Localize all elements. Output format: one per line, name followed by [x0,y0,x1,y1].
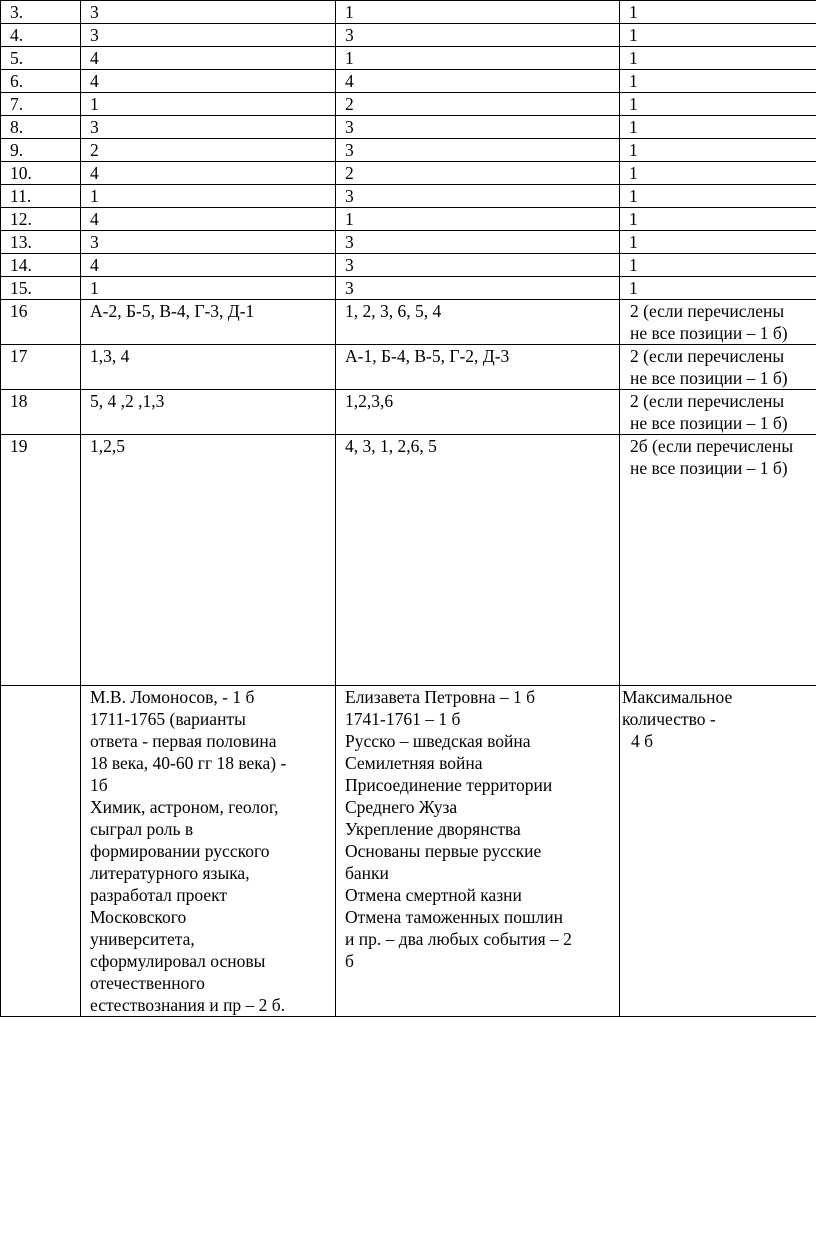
table-row-18 [1,390,816,435]
answer-variant-1: 1 [81,185,336,208]
score [620,390,816,435]
text-line: сыграл роль в [90,819,194,839]
score: 1 [620,277,816,300]
answer-variant-1: 4 [81,162,336,185]
answer-variant-2: 1 [336,1,620,24]
task-number: 10. [1,162,81,185]
text-line: М.В. Ломоносов, - 1 б [90,687,255,707]
answer-variant-2: 3 [336,185,620,208]
answer-variant-1: 4 [81,208,336,231]
text-line: Елизавета Петровна – 1 б [345,687,536,707]
table-row-17 [1,345,816,390]
score-line-1: 2 (если перечислены [630,346,785,366]
score: 1 [620,47,816,70]
task-number: 12. [1,208,81,231]
task-number: 19 [1,435,81,686]
task-number: 4. [1,24,81,47]
text-line: университета, [90,929,195,949]
task-number: 6. [1,70,81,93]
task-number: 17 [1,345,81,390]
text-line: отечественного [90,973,205,993]
text-line: ответа - первая половина [90,731,277,751]
answer-variant-1: А-2, Б-5, В-4, Г-3, Д-1 [81,300,336,345]
text-line: банки [345,863,389,883]
table-row-essay [1,686,816,1017]
answer-variant-2: 2 [336,93,620,116]
text-line: Семилетняя война [345,753,483,773]
answer-variant-1: 5, 4 ,2 ,1,3 [81,390,336,435]
table-row [1,93,816,116]
task-number: 18 [1,390,81,435]
table-row [1,70,816,93]
score-line-2: не все позиции – 1 б) [630,323,788,343]
max-score-line-2: количество - [622,709,716,729]
score: 1 [620,139,816,162]
task-number [1,686,81,1017]
text-line: формировании русского [90,841,270,861]
score: 1 [620,93,816,116]
task-number: 5. [1,47,81,70]
answer-elizabeth [336,686,620,1017]
task-number: 13. [1,231,81,254]
task-number: 7. [1,93,81,116]
text-line: Присоединение территории [345,775,553,795]
score [620,345,816,390]
task-number: 16 [1,300,81,345]
max-score-line-1: Максимальное [622,687,733,707]
score: 1 [620,70,816,93]
text-line: Отмена смертной казни [345,885,522,905]
text-line: 1741-1761 – 1 б [345,709,461,729]
task-number: 8. [1,116,81,139]
text-line: Русско – шведская война [345,731,531,751]
table-row-16 [1,300,816,345]
task-number: 11. [1,185,81,208]
table-row-19 [1,435,816,686]
text-line: Московского [90,907,187,927]
table-row [1,231,816,254]
text-line: 1711-1765 (варианты [90,709,246,729]
answer-variant-1: 3 [81,231,336,254]
answer-variant-1: 4 [81,254,336,277]
text-line: Основаны первые русские [345,841,542,861]
answer-variant-2: 1 [336,208,620,231]
task-number: 15. [1,277,81,300]
table-row [1,47,816,70]
answer-variant-2: 3 [336,116,620,139]
table-row [1,277,816,300]
answer-variant-2: 3 [336,231,620,254]
score-line-1: 2 (если перечислены [630,301,785,321]
answer-variant-2: 3 [336,24,620,47]
score-line-1: 2б (если перечислены [630,436,794,456]
text-line: и пр. – два любых события – 2 [345,929,572,949]
task-number: 9. [1,139,81,162]
answer-variant-2: 3 [336,277,620,300]
answer-variant-1: 1 [81,277,336,300]
table-row [1,116,816,139]
score-line-1: 2 (если перечислены [630,391,785,411]
score [620,435,816,686]
max-score [620,686,816,1017]
answer-variant-1: 3 [81,116,336,139]
answer-variant-1: 4 [81,70,336,93]
answer-variant-1: 1 [81,93,336,116]
score: 1 [620,208,816,231]
answer-variant-2: 2 [336,162,620,185]
score: 1 [620,162,816,185]
answer-variant-2: 3 [336,254,620,277]
table-row [1,254,816,277]
task-number: 3. [1,1,81,24]
table-row [1,162,816,185]
text-line: литературного языка, [90,863,250,883]
score: 1 [620,116,816,139]
text-line: Укрепление дворянства [345,819,521,839]
text-line: 1б [90,775,108,795]
answer-variant-2: А-1, Б-4, В-5, Г-2, Д-3 [336,345,620,390]
table-row [1,185,816,208]
text-line: 18 века, 40-60 гг 18 века) - [90,753,287,773]
answer-variant-2: 1, 2, 3, 6, 5, 4 [336,300,620,345]
score [620,300,816,345]
text-line: Среднего Жуза [345,797,458,817]
answer-lomonosov [81,686,336,1017]
answer-variant-1: 3 [81,24,336,47]
answer-variant-1: 3 [81,1,336,24]
answer-variant-2: 4 [336,70,620,93]
text-line: б [345,951,354,971]
text-line: сформулировал основы [90,951,266,971]
table-row [1,1,816,24]
answer-variant-1: 1,2,5 [81,435,336,686]
text-line: Отмена таможенных пошлин [345,907,563,927]
answer-variant-2: 4, 3, 1, 2,6, 5 [336,435,620,686]
answer-variant-1: 4 [81,47,336,70]
score: 1 [620,1,816,24]
table-row [1,24,816,47]
max-score-value: 4 б [631,731,654,751]
answer-variant-2: 3 [336,139,620,162]
score: 1 [620,24,816,47]
answer-variant-1: 1,3, 4 [81,345,336,390]
task-number: 14. [1,254,81,277]
score: 1 [620,185,816,208]
score-line-2: не все позиции – 1 б) [630,413,788,433]
text-line: разработал проект [90,885,228,905]
table-row [1,139,816,162]
answer-variant-2: 1 [336,47,620,70]
table-row [1,208,816,231]
score-line-2: не все позиции – 1 б) [630,458,788,478]
score: 1 [620,231,816,254]
score-line-2: не все позиции – 1 б) [630,368,788,388]
score: 1 [620,254,816,277]
answer-variant-2: 1,2,3,6 [336,390,620,435]
text-line: естествознания и пр – 2 б. [90,995,286,1015]
text-line: Химик, астроном, геолог, [90,797,279,817]
answer-variant-1: 2 [81,139,336,162]
simple-rows [1,1,816,1017]
